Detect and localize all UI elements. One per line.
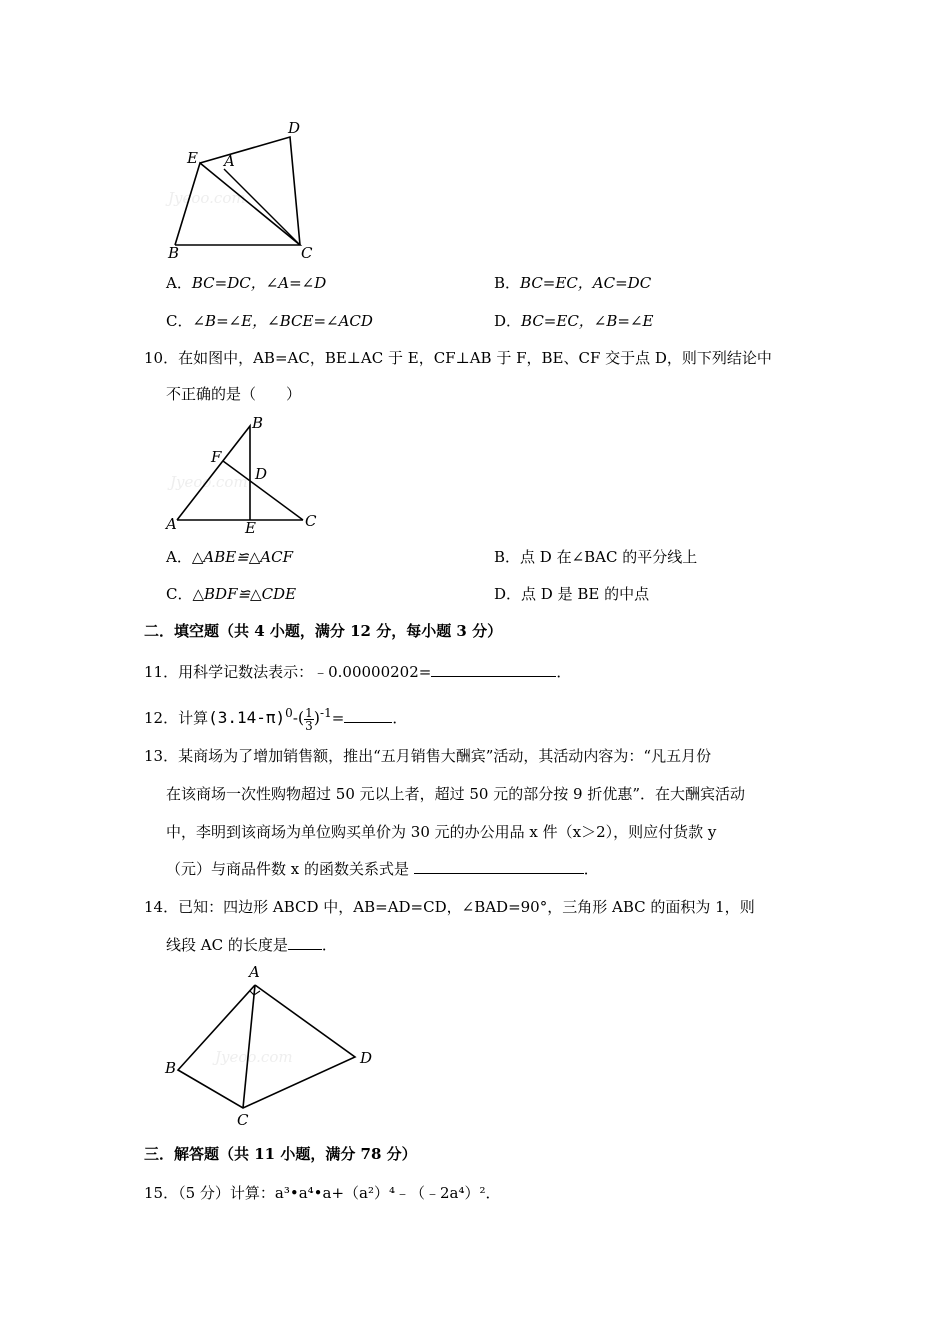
q14-label-a: A xyxy=(249,963,260,981)
q13-answer-blank[interactable] xyxy=(414,857,584,874)
q9-label-b: B xyxy=(168,244,180,262)
q9-label-d: D xyxy=(288,119,301,137)
q10-option-a[interactable] xyxy=(166,546,293,568)
q9-figure xyxy=(160,115,330,265)
q10-option-a-text: △ABE≌△ACF xyxy=(191,548,294,566)
svg-text:Jyeoo.com: Jyeoo.com xyxy=(215,1048,293,1066)
q12-exponent-neg1: -1 xyxy=(320,706,332,720)
q14-label-c: C xyxy=(237,1111,249,1129)
q10-option-b-key: B． xyxy=(494,548,521,566)
q9-option-b-text: BC=EC，AC=DC xyxy=(520,274,652,292)
q10-label-f: F xyxy=(211,448,222,466)
q13-line1 xyxy=(144,745,711,767)
q10-stem-text1: 在如图中，AB=AC，BE⊥AC 于 E，CF⊥AB 于 F，BE、CF 交于点 D，则下列结论中 xyxy=(178,349,772,367)
q10-label-d: D xyxy=(255,465,268,483)
q12-minus: - xyxy=(292,709,298,727)
q14-label-b: B xyxy=(165,1059,177,1077)
q14-label-d: D xyxy=(360,1049,373,1067)
q9-option-c[interactable] xyxy=(166,310,373,332)
section-2-title: 二．填空题（共 4 小题，满分 12 分，每小题 3 分） xyxy=(144,622,503,640)
q9-option-b[interactable] xyxy=(494,272,651,294)
q12-equals: = xyxy=(331,709,345,727)
q14-line1 xyxy=(144,896,755,918)
q9-option-d-text: BC=EC，∠B=∠E xyxy=(521,312,654,330)
q13-line4 xyxy=(166,857,599,880)
q12: 12．计算$(3.14-\pi)^0-$( $\frac{1}{3}$ )$^{-1}$= ． xyxy=(144,705,408,733)
q9-option-a-text: BC=DC，∠A=∠D xyxy=(191,274,327,292)
q14-text2: 线段 AC 的长度是 xyxy=(166,936,288,954)
q11-number: 11． xyxy=(144,663,179,681)
q13-line3: 中，李明到该商场为单位购买单价为 30 元的办公用品 x 件（x＞2），则应付货款 y xyxy=(166,823,717,841)
q11 xyxy=(144,660,571,683)
q10-option-b[interactable] xyxy=(494,546,697,568)
q9-option-c-key: C． xyxy=(166,312,193,330)
q13-end: ． xyxy=(583,860,599,878)
q9-label-e: E xyxy=(187,149,198,167)
q12-fraction-numerator: 1 xyxy=(305,705,313,720)
section-3-title: 三．解答题（共 11 小题，满分 78 分） xyxy=(144,1145,417,1163)
q10-option-b-text: 点 D 在∠BAC 的平分线上 xyxy=(520,548,698,566)
q12-prefix: 计算 xyxy=(178,709,209,727)
q10-number: 10． xyxy=(144,349,179,367)
q10-option-d-key: D． xyxy=(494,585,522,603)
q12-end: ． xyxy=(392,709,408,727)
q10-label-b: B xyxy=(252,414,264,432)
q14-text1: 已知：四边形 ABCD 中，AB=AD=CD，∠BAD=90°，三角形 ABC 的面积为 1，则 xyxy=(178,898,755,916)
q10-option-d[interactable] xyxy=(494,583,649,605)
svg-text:Jyeoo.com: Jyeoo.com xyxy=(170,473,248,491)
q12-number: 12． xyxy=(144,709,179,727)
q12-fraction-denominator: 3 xyxy=(305,718,313,733)
q10-figure xyxy=(160,412,330,537)
q14-answer-blank[interactable] xyxy=(288,933,322,950)
q9-option-a[interactable] xyxy=(166,272,326,294)
q13-number: 13． xyxy=(144,747,179,765)
q9-option-a-key: A． xyxy=(166,274,192,292)
q9-label-c: C xyxy=(301,244,313,262)
q12-exponent-zero: 0 xyxy=(285,706,293,720)
q9-option-d-key: D． xyxy=(494,312,522,330)
q10-option-d-text: 点 D 是 BE 的中点 xyxy=(521,585,650,603)
q9-option-c-text: ∠B=∠E，∠BCE=∠ACD xyxy=(192,312,373,330)
svg-text:Jyeoo.com: Jyeoo.com xyxy=(168,189,246,207)
q10-label-a: A xyxy=(166,515,177,533)
q9-option-d[interactable] xyxy=(494,310,653,332)
q10-option-c-key: C． xyxy=(166,585,193,603)
q12-answer-blank[interactable] xyxy=(344,706,392,723)
q11-end: ． xyxy=(556,663,572,681)
q10-option-a-key: A． xyxy=(166,548,192,566)
q12-fraction xyxy=(304,707,314,732)
q15-number: 15． xyxy=(144,1184,179,1202)
q15-text: （5 分）计算：a³•a⁴•a+（a²）⁴﹣（﹣2a⁴）²． xyxy=(178,1184,501,1202)
q9-label-a: A xyxy=(224,152,235,170)
q14-number: 14． xyxy=(144,898,179,916)
q10-stem-line2: 不正确的是（ ） xyxy=(166,385,302,403)
q10-option-c[interactable] xyxy=(166,583,296,605)
q11-text: 用科学记数法表示：﹣0.00000202= xyxy=(178,663,432,681)
q13-text1: 某商场为了增加销售额，推出“五月销售大酬宾”活动，其活动内容为：“凡五月份 xyxy=(178,747,712,765)
q12-base: (3.14-π) xyxy=(208,708,286,727)
q14-figure xyxy=(160,962,390,1132)
q13-line2: 在该商场一次性购物超过 50 元以上者，超过 50 元的部分按 9 折优惠”．在大酬宾活动 xyxy=(166,785,745,803)
q13-text4: （元）与商品件数 x 的函数关系式是 xyxy=(166,860,409,878)
q9-option-b-key: B． xyxy=(494,274,521,292)
q15 xyxy=(144,1182,501,1204)
q10-label-c: C xyxy=(305,512,317,530)
q10-label-e: E xyxy=(245,519,256,537)
q10-stem-line1 xyxy=(144,347,772,369)
q14-line2 xyxy=(166,933,337,956)
q14-end: ． xyxy=(321,936,337,954)
q11-answer-blank[interactable] xyxy=(431,660,556,677)
q10-option-c-text: △BDF≌△CDE xyxy=(192,585,297,603)
